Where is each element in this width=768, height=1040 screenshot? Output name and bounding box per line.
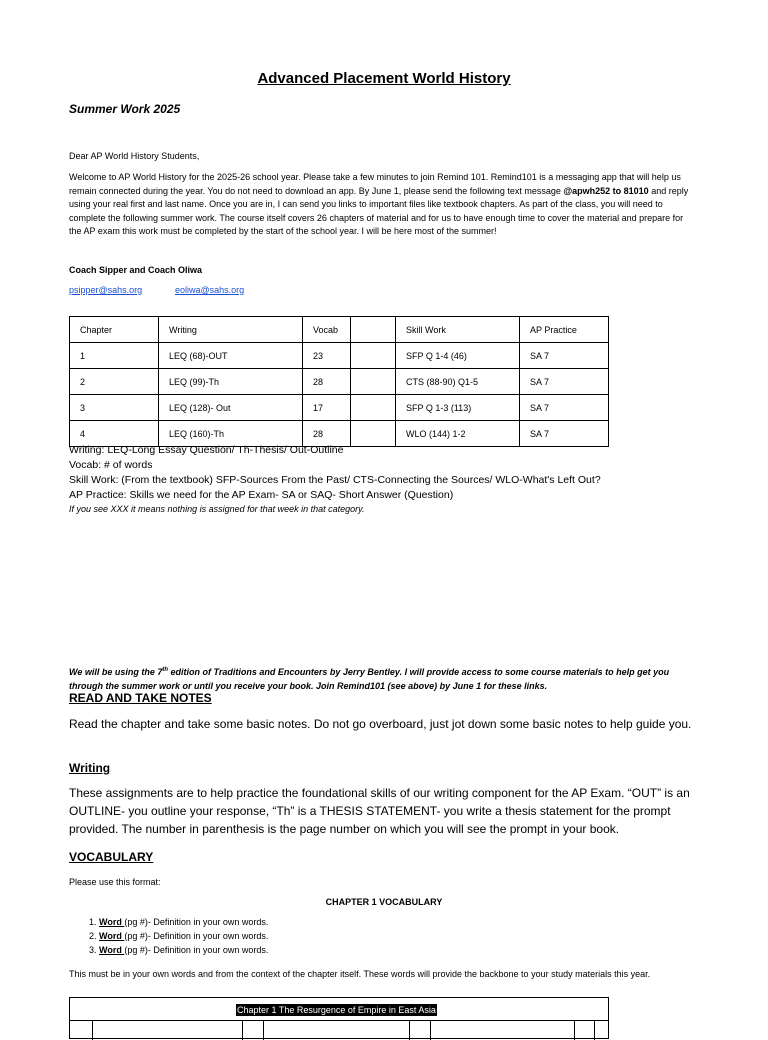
legend-skill-work: Skill Work: (From the textbook) SFP-Sources From the Past/ CTS-Connecting the Sources/ WLO-What's Left Out? [69, 474, 601, 486]
header-cell: Writing [159, 317, 303, 343]
table-cell: SA 7 [520, 343, 609, 369]
legend-ap-practice: AP Practice: Skills we need for the AP Exam- SA or SAQ- Short Answer (Question) [69, 489, 454, 501]
table-column-line [409, 1020, 410, 1040]
to-word: to [610, 185, 624, 196]
textbook-note-sup: th [162, 667, 169, 673]
vocab-closing-text: This must be in your own words and from the context of the chapter itself. These words will provide the backbone to your study materials this year. [69, 969, 651, 979]
table-cell: 2 [70, 369, 159, 395]
legend-writing: Writing: LEQ-Long Essay Question/ Th-Thesis/ Out-Outline [69, 444, 344, 456]
table-column-line [430, 1020, 431, 1040]
table-divider [70, 1020, 608, 1021]
table-row [70, 395, 609, 421]
welcome-paragraph [69, 171, 697, 239]
header-cell: AP Practice [520, 317, 609, 343]
list-item [99, 943, 268, 957]
table-cell [351, 369, 396, 395]
chapter-vocab-table [69, 997, 609, 1039]
header-cell: Skill Work [396, 317, 520, 343]
table-cell: SA 7 [520, 421, 609, 447]
table-column-line [574, 1020, 575, 1040]
table-column-line [92, 1020, 93, 1040]
table-cell: LEQ (68)-OUT [159, 343, 303, 369]
email-link-oliwa[interactable]: eoliwa@sahs.org [175, 285, 245, 295]
header-cell: Vocab [303, 317, 351, 343]
vocab-item-rest: (pg #)- Definition in your own words. [124, 945, 269, 955]
writing-heading: Writing [69, 761, 111, 775]
table-column-line [263, 1020, 264, 1040]
table-cell: 23 [303, 343, 351, 369]
textbook-note [69, 663, 699, 693]
table-cell: SFP Q 1-3 (113) [396, 395, 520, 421]
table-cell: 28 [303, 369, 351, 395]
textbook-note-1: We will be using the 7 [69, 667, 163, 677]
table-cell [351, 421, 396, 447]
format-intro: Please use this format: [69, 877, 161, 887]
header-cell: Chapter [70, 317, 159, 343]
table-cell: 1 [70, 343, 159, 369]
welcome-text-1: Welcome to AP World History for the 2025-26 school year. Please take a few minutes to join Remind 101. Remind101 is a messaging app that will help us remain connected during the year. You do not need to download an app. By June 1, please send the following text message [69, 172, 681, 196]
read-notes-text: Read the chapter and take some basic notes. Do not go overboard, just jot down some basic notes to help guide you. [69, 717, 692, 731]
greeting: Dear AP World History Students, [69, 151, 200, 161]
list-item [99, 915, 268, 929]
textbook-note-2: edition of Traditions and Encounters by Jerry Bentley. I will provide access to some course materials to help get you through the summer work or until you receive your book. Join Remind101 (see above) by June 1 for these links. [69, 667, 670, 691]
welcome-text-2: and reply using your real first and last name. Once you are in, I can send you links to important files like textbook chapters. As part of the class, you will need to complete the following summer work. The course itself covers 26 chapters of material and for us to have enough time to cover the material and prepare for the AP exam this work must be completed by the start of the school year. I will be here most of the summer! [69, 185, 689, 236]
vocab-word-label: Word [99, 945, 125, 955]
remind-number: 81010 [623, 185, 649, 196]
header-cell [351, 317, 396, 343]
table-cell [351, 395, 396, 421]
table-row [70, 369, 609, 395]
vocab-item-rest: (pg #)- Definition in your own words. [124, 931, 269, 941]
page-title: Advanced Placement World History [257, 70, 511, 87]
table-cell: LEQ (99)-Th [159, 369, 303, 395]
legend-vocab: Vocab: # of words [69, 459, 153, 471]
table-cell [351, 343, 396, 369]
table-cell: LEQ (128)- Out [159, 395, 303, 421]
chapter-table-title: Chapter 1 The Resurgence of Empire in East Asia [237, 1005, 436, 1015]
table-header-row [70, 317, 609, 343]
table-cell: SA 7 [520, 395, 609, 421]
table-row [70, 421, 609, 447]
vocab-format-list [69, 915, 268, 957]
xxx-note: If you see XXX it means nothing is assigned for that week in that category. [69, 504, 365, 514]
vocab-item-rest: (pg #)- Definition in your own words. [124, 917, 269, 927]
table-column-line [594, 1020, 595, 1040]
vocab-example-title: CHAPTER 1 VOCABULARY [325, 897, 443, 907]
list-item [99, 929, 268, 943]
vocabulary-heading: VOCABULARY [69, 850, 154, 864]
table-cell: SFP Q 1-4 (46) [396, 343, 520, 369]
table-cell: 17 [303, 395, 351, 421]
remind-code: @apwh252 [563, 185, 611, 196]
table-cell: LEQ (160)-Th [159, 421, 303, 447]
table-column-line [242, 1020, 243, 1040]
table-cell: WLO (144) 1-2 [396, 421, 520, 447]
email-link-sipper[interactable]: psipper@sahs.org [69, 285, 143, 295]
table-cell: 28 [303, 421, 351, 447]
table-cell: 3 [70, 395, 159, 421]
vocab-word-label: Word [99, 931, 125, 941]
read-notes-heading: READ AND TAKE NOTES [69, 691, 212, 705]
table-cell: 4 [70, 421, 159, 447]
table-row [70, 343, 609, 369]
vocab-word-label: Word [99, 917, 125, 927]
schedule-table [69, 316, 609, 447]
page-subtitle: Summer Work 2025 [69, 102, 181, 116]
table-cell: SA 7 [520, 369, 609, 395]
writing-text: These assignments are to help practice the foundational skills of our writing component for the AP Exam. “OUT” is an OUTLINE- you outline your response, “Th” is a THESIS STATEMENT- you write a thesis statement for the prompt provided. The number in parenthesis is the page number on which you will see the prompt in your book. [69, 786, 690, 836]
signature: Coach Sipper and Coach Oliwa [69, 265, 203, 275]
table-cell: CTS (88-90) Q1-5 [396, 369, 520, 395]
